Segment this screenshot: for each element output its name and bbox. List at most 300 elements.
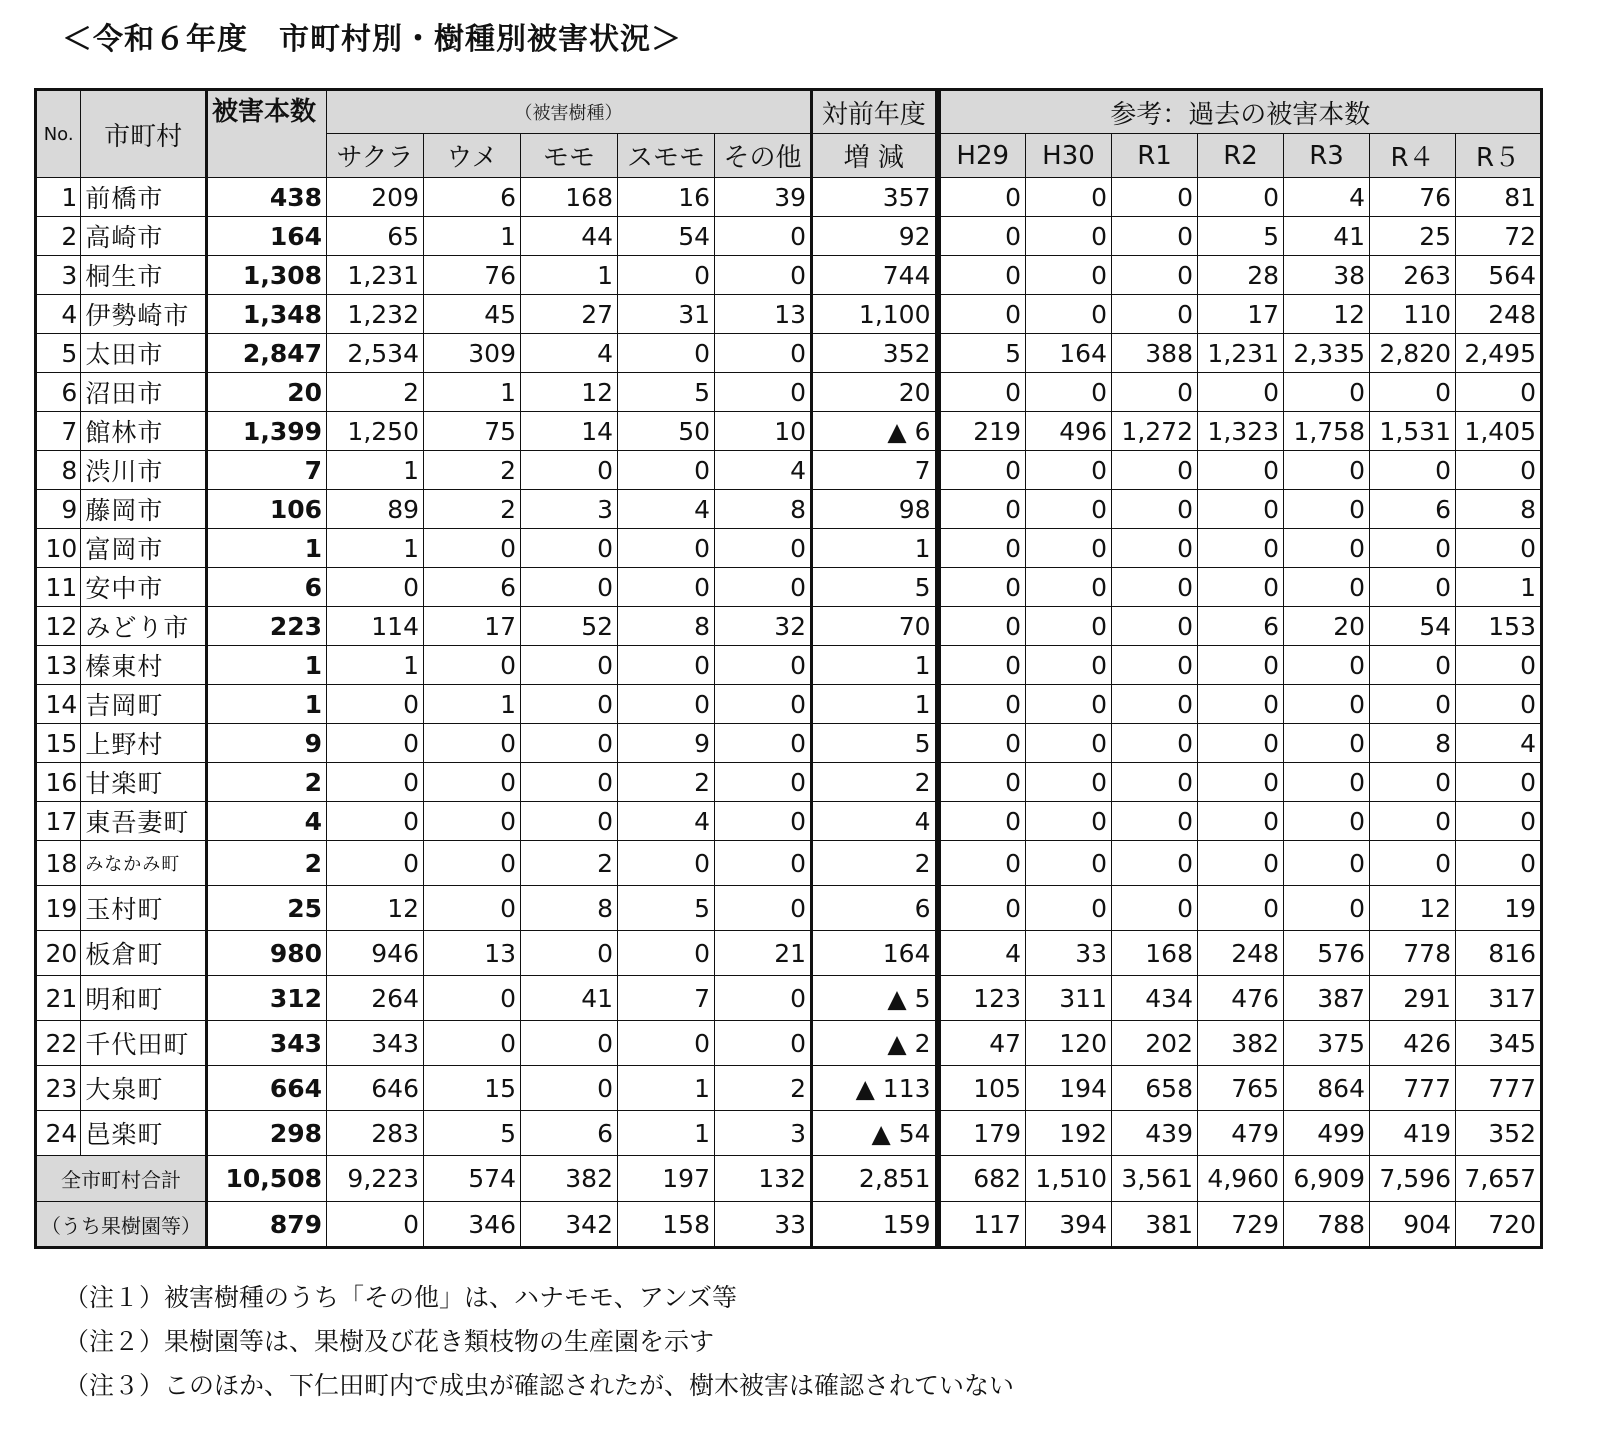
row-year-5: 0 bbox=[1370, 646, 1456, 685]
table-row bbox=[36, 763, 1542, 802]
row-year-0: 0 bbox=[938, 256, 1026, 295]
row-species-4: 39 bbox=[715, 178, 812, 217]
row-species-4: 2 bbox=[715, 1066, 812, 1111]
row-year-6: 352 bbox=[1456, 1111, 1542, 1156]
row-year-3: 0 bbox=[1198, 451, 1284, 490]
row-total: 1 bbox=[207, 646, 327, 685]
row-total: 343 bbox=[207, 1021, 327, 1066]
row-species-3: 2 bbox=[618, 763, 715, 802]
row-year-5: 6 bbox=[1370, 490, 1456, 529]
row-year-0: 0 bbox=[938, 178, 1026, 217]
summary-species-3: 197 bbox=[618, 1156, 715, 1202]
row-year-6: 0 bbox=[1456, 763, 1542, 802]
row-year-6: 153 bbox=[1456, 607, 1542, 646]
row-year-6: 8 bbox=[1456, 490, 1542, 529]
row-year-2: 0 bbox=[1112, 646, 1198, 685]
row-species-3: 0 bbox=[618, 451, 715, 490]
row-no: 21 bbox=[36, 976, 81, 1021]
row-year-3: 0 bbox=[1198, 529, 1284, 568]
row-species-4: 10 bbox=[715, 412, 812, 451]
row-species-4: 4 bbox=[715, 451, 812, 490]
row-yoy: 4 bbox=[812, 802, 938, 841]
row-year-4: 0 bbox=[1284, 529, 1370, 568]
row-species-0: 0 bbox=[327, 763, 424, 802]
row-year-2: 0 bbox=[1112, 685, 1198, 724]
row-year-6: 564 bbox=[1456, 256, 1542, 295]
row-no: 19 bbox=[36, 886, 81, 931]
row-species-2: 14 bbox=[521, 412, 618, 451]
row-species-3: 1 bbox=[618, 1066, 715, 1111]
row-no: 13 bbox=[36, 646, 81, 685]
row-species-3: 31 bbox=[618, 295, 715, 334]
row-year-2: 0 bbox=[1112, 886, 1198, 931]
row-species-1: 0 bbox=[424, 529, 521, 568]
table-row bbox=[36, 295, 1542, 334]
row-yoy: 70 bbox=[812, 607, 938, 646]
row-yoy: 92 bbox=[812, 217, 938, 256]
row-yoy: ▲ 113 bbox=[812, 1066, 938, 1111]
note-2: （注２）果樹園等は、果樹及び花き類枝物の生産園を示す bbox=[64, 1327, 715, 1356]
row-year-1: 0 bbox=[1026, 295, 1112, 334]
row-species-3: 1 bbox=[618, 1111, 715, 1156]
row-no: 14 bbox=[36, 685, 81, 724]
row-year-2: 0 bbox=[1112, 802, 1198, 841]
summary-year-3: 729 bbox=[1198, 1202, 1284, 1248]
header-reference: 参考：過去の被害本数 bbox=[938, 90, 1542, 134]
row-species-1: 0 bbox=[424, 802, 521, 841]
row-year-0: 0 bbox=[938, 217, 1026, 256]
row-year-6: 0 bbox=[1456, 841, 1542, 886]
row-species-2: 0 bbox=[521, 1021, 618, 1066]
row-year-2: 388 bbox=[1112, 334, 1198, 373]
row-no: 7 bbox=[36, 412, 81, 451]
row-species-2: 3 bbox=[521, 490, 618, 529]
header-year-5: R４ bbox=[1370, 134, 1456, 178]
row-species-0: 264 bbox=[327, 976, 424, 1021]
row-year-4: 375 bbox=[1284, 1021, 1370, 1066]
row-year-4: 0 bbox=[1284, 724, 1370, 763]
row-year-3: 1,231 bbox=[1198, 334, 1284, 373]
row-species-2: 41 bbox=[521, 976, 618, 1021]
table-row bbox=[36, 1066, 1542, 1111]
row-year-4: 0 bbox=[1284, 685, 1370, 724]
header-species-4: その他 bbox=[715, 134, 812, 178]
summary-species-0: 0 bbox=[327, 1202, 424, 1248]
row-year-6: 317 bbox=[1456, 976, 1542, 1021]
row-year-1: 120 bbox=[1026, 1021, 1112, 1066]
row-species-3: 5 bbox=[618, 373, 715, 412]
row-year-1: 311 bbox=[1026, 976, 1112, 1021]
row-year-2: 0 bbox=[1112, 529, 1198, 568]
row-species-3: 0 bbox=[618, 334, 715, 373]
row-yoy: 20 bbox=[812, 373, 938, 412]
table-row bbox=[36, 685, 1542, 724]
row-species-4: 32 bbox=[715, 607, 812, 646]
row-species-1: 13 bbox=[424, 931, 521, 976]
row-year-3: 0 bbox=[1198, 763, 1284, 802]
row-species-4: 0 bbox=[715, 841, 812, 886]
row-yoy: 352 bbox=[812, 334, 938, 373]
header-no: No. bbox=[36, 90, 81, 178]
row-no: 10 bbox=[36, 529, 81, 568]
row-no: 16 bbox=[36, 763, 81, 802]
row-year-0: 0 bbox=[938, 568, 1026, 607]
row-year-1: 0 bbox=[1026, 529, 1112, 568]
row-year-5: 12 bbox=[1370, 886, 1456, 931]
row-year-5: 0 bbox=[1370, 802, 1456, 841]
row-municipality: 藤岡市 bbox=[81, 490, 207, 529]
row-year-2: 439 bbox=[1112, 1111, 1198, 1156]
row-species-4: 0 bbox=[715, 217, 812, 256]
row-total: 1,308 bbox=[207, 256, 327, 295]
row-year-0: 0 bbox=[938, 451, 1026, 490]
row-year-5: 0 bbox=[1370, 529, 1456, 568]
row-total: 298 bbox=[207, 1111, 327, 1156]
row-total: 1 bbox=[207, 529, 327, 568]
row-year-6: 0 bbox=[1456, 685, 1542, 724]
row-species-3: 0 bbox=[618, 256, 715, 295]
row-year-4: 0 bbox=[1284, 568, 1370, 607]
row-yoy: 1 bbox=[812, 685, 938, 724]
row-year-3: 765 bbox=[1198, 1066, 1284, 1111]
summary-species-1: 346 bbox=[424, 1202, 521, 1248]
table-row bbox=[36, 1021, 1542, 1066]
row-year-6: 4 bbox=[1456, 724, 1542, 763]
row-species-0: 283 bbox=[327, 1111, 424, 1156]
summary-species-4: 132 bbox=[715, 1156, 812, 1202]
row-species-0: 1 bbox=[327, 451, 424, 490]
row-total: 25 bbox=[207, 886, 327, 931]
row-year-2: 0 bbox=[1112, 568, 1198, 607]
row-year-0: 105 bbox=[938, 1066, 1026, 1111]
summary-species-2: 342 bbox=[521, 1202, 618, 1248]
header-yoy-bottom: 増 減 bbox=[812, 134, 938, 178]
table-row bbox=[36, 646, 1542, 685]
row-year-1: 0 bbox=[1026, 568, 1112, 607]
row-year-0: 5 bbox=[938, 334, 1026, 373]
row-year-5: 2,820 bbox=[1370, 334, 1456, 373]
row-species-1: 1 bbox=[424, 685, 521, 724]
row-year-3: 476 bbox=[1198, 976, 1284, 1021]
row-yoy: 2 bbox=[812, 841, 938, 886]
row-year-2: 0 bbox=[1112, 178, 1198, 217]
row-species-0: 1 bbox=[327, 646, 424, 685]
row-yoy: 5 bbox=[812, 724, 938, 763]
row-year-0: 123 bbox=[938, 976, 1026, 1021]
row-species-2: 0 bbox=[521, 685, 618, 724]
row-year-2: 658 bbox=[1112, 1066, 1198, 1111]
row-year-2: 0 bbox=[1112, 451, 1198, 490]
header-year-6: R５ bbox=[1456, 134, 1542, 178]
table-row bbox=[36, 412, 1542, 451]
row-no: 17 bbox=[36, 802, 81, 841]
row-year-0: 0 bbox=[938, 373, 1026, 412]
row-species-1: 76 bbox=[424, 256, 521, 295]
summary-row bbox=[36, 1156, 1542, 1202]
row-year-4: 0 bbox=[1284, 886, 1370, 931]
row-total: 438 bbox=[207, 178, 327, 217]
row-species-0: 646 bbox=[327, 1066, 424, 1111]
row-yoy: 2 bbox=[812, 763, 938, 802]
row-species-1: 5 bbox=[424, 1111, 521, 1156]
row-species-3: 0 bbox=[618, 685, 715, 724]
row-year-4: 0 bbox=[1284, 646, 1370, 685]
row-year-5: 8 bbox=[1370, 724, 1456, 763]
row-year-0: 0 bbox=[938, 490, 1026, 529]
row-species-1: 17 bbox=[424, 607, 521, 646]
row-species-3: 7 bbox=[618, 976, 715, 1021]
row-municipality: 沼田市 bbox=[81, 373, 207, 412]
row-species-1: 75 bbox=[424, 412, 521, 451]
header-damage-count: 被害本数 bbox=[207, 90, 327, 178]
header-species-2: モモ bbox=[521, 134, 618, 178]
row-year-6: 1,405 bbox=[1456, 412, 1542, 451]
row-year-2: 0 bbox=[1112, 490, 1198, 529]
row-species-1: 1 bbox=[424, 217, 521, 256]
row-no: 20 bbox=[36, 931, 81, 976]
row-total: 1,399 bbox=[207, 412, 327, 451]
row-year-3: 0 bbox=[1198, 886, 1284, 931]
row-year-2: 434 bbox=[1112, 976, 1198, 1021]
summary-yoy: 2,851 bbox=[812, 1156, 938, 1202]
row-yoy: 98 bbox=[812, 490, 938, 529]
row-year-2: 0 bbox=[1112, 295, 1198, 334]
row-year-1: 164 bbox=[1026, 334, 1112, 373]
row-year-4: 0 bbox=[1284, 763, 1370, 802]
notes bbox=[64, 1276, 1014, 1408]
row-species-2: 0 bbox=[521, 1066, 618, 1111]
row-total: 7 bbox=[207, 451, 327, 490]
row-species-4: 8 bbox=[715, 490, 812, 529]
row-no: 6 bbox=[36, 373, 81, 412]
row-year-5: 0 bbox=[1370, 763, 1456, 802]
row-year-3: 0 bbox=[1198, 568, 1284, 607]
row-municipality: 吉岡町 bbox=[81, 685, 207, 724]
row-year-0: 0 bbox=[938, 802, 1026, 841]
row-yoy: 7 bbox=[812, 451, 938, 490]
row-municipality: 板倉町 bbox=[81, 931, 207, 976]
row-year-1: 192 bbox=[1026, 1111, 1112, 1156]
row-year-0: 0 bbox=[938, 763, 1026, 802]
row-species-2: 6 bbox=[521, 1111, 618, 1156]
row-municipality: 明和町 bbox=[81, 976, 207, 1021]
header-species-3: スモモ bbox=[618, 134, 715, 178]
row-species-0: 946 bbox=[327, 931, 424, 976]
row-species-2: 1 bbox=[521, 256, 618, 295]
row-species-4: 13 bbox=[715, 295, 812, 334]
row-total: 1 bbox=[207, 685, 327, 724]
row-year-0: 0 bbox=[938, 607, 1026, 646]
note-1: （注１）被害樹種のうち「その他」は、ハナモモ、アンズ等 bbox=[64, 1283, 738, 1312]
row-species-2: 2 bbox=[521, 841, 618, 886]
summary-year-0: 682 bbox=[938, 1156, 1026, 1202]
row-species-3: 4 bbox=[618, 802, 715, 841]
row-species-4: 0 bbox=[715, 802, 812, 841]
row-species-1: 1 bbox=[424, 373, 521, 412]
row-year-5: 0 bbox=[1370, 685, 1456, 724]
row-year-2: 202 bbox=[1112, 1021, 1198, 1066]
row-year-5: 263 bbox=[1370, 256, 1456, 295]
row-no: 1 bbox=[36, 178, 81, 217]
table-row bbox=[36, 451, 1542, 490]
row-species-0: 12 bbox=[327, 886, 424, 931]
summary-year-1: 394 bbox=[1026, 1202, 1112, 1248]
row-year-5: 291 bbox=[1370, 976, 1456, 1021]
row-species-2: 0 bbox=[521, 646, 618, 685]
header-yoy-top: 対前年度 bbox=[812, 90, 938, 134]
summary-total: 10,508 bbox=[207, 1156, 327, 1202]
summary-year-5: 904 bbox=[1370, 1202, 1456, 1248]
row-year-2: 0 bbox=[1112, 217, 1198, 256]
row-year-6: 19 bbox=[1456, 886, 1542, 931]
row-no: 11 bbox=[36, 568, 81, 607]
row-total: 106 bbox=[207, 490, 327, 529]
summary-species-4: 33 bbox=[715, 1202, 812, 1248]
row-municipality: 千代田町 bbox=[81, 1021, 207, 1066]
row-yoy: 5 bbox=[812, 568, 938, 607]
row-species-1: 0 bbox=[424, 1021, 521, 1066]
row-year-5: 25 bbox=[1370, 217, 1456, 256]
row-species-1: 309 bbox=[424, 334, 521, 373]
row-species-0: 65 bbox=[327, 217, 424, 256]
row-yoy: ▲ 6 bbox=[812, 412, 938, 451]
row-municipality: 大泉町 bbox=[81, 1066, 207, 1111]
header-species-0: サクラ bbox=[327, 134, 424, 178]
row-year-5: 76 bbox=[1370, 178, 1456, 217]
row-species-4: 0 bbox=[715, 646, 812, 685]
row-year-4: 0 bbox=[1284, 802, 1370, 841]
row-year-3: 0 bbox=[1198, 490, 1284, 529]
note-3: （注３）このほか、下仁田町内で成虫が確認されたが、樹木被害は確認されていない bbox=[64, 1371, 1015, 1400]
row-species-2: 52 bbox=[521, 607, 618, 646]
table-row bbox=[36, 217, 1542, 256]
row-species-0: 1 bbox=[327, 529, 424, 568]
row-species-3: 0 bbox=[618, 1021, 715, 1066]
row-year-0: 0 bbox=[938, 724, 1026, 763]
row-year-6: 2,495 bbox=[1456, 334, 1542, 373]
row-year-0: 0 bbox=[938, 685, 1026, 724]
row-year-6: 0 bbox=[1456, 373, 1542, 412]
row-municipality: 東吾妻町 bbox=[81, 802, 207, 841]
row-year-1: 33 bbox=[1026, 931, 1112, 976]
row-municipality: 太田市 bbox=[81, 334, 207, 373]
row-year-0: 0 bbox=[938, 295, 1026, 334]
row-species-2: 0 bbox=[521, 763, 618, 802]
row-species-2: 12 bbox=[521, 373, 618, 412]
row-year-1: 0 bbox=[1026, 886, 1112, 931]
row-no: 5 bbox=[36, 334, 81, 373]
table-row bbox=[36, 256, 1542, 295]
row-total: 4 bbox=[207, 802, 327, 841]
row-no: 12 bbox=[36, 607, 81, 646]
row-species-2: 0 bbox=[521, 451, 618, 490]
table-row bbox=[36, 373, 1542, 412]
row-species-4: 0 bbox=[715, 685, 812, 724]
summary-year-3: 4,960 bbox=[1198, 1156, 1284, 1202]
table-row bbox=[36, 724, 1542, 763]
summary-species-3: 158 bbox=[618, 1202, 715, 1248]
row-year-1: 0 bbox=[1026, 685, 1112, 724]
page-title: ＜令和６年度 市町村別・樹種別被害状況＞ bbox=[62, 22, 682, 57]
row-species-3: 54 bbox=[618, 217, 715, 256]
row-year-1: 496 bbox=[1026, 412, 1112, 451]
row-year-4: 41 bbox=[1284, 217, 1370, 256]
row-year-6: 777 bbox=[1456, 1066, 1542, 1111]
row-year-5: 778 bbox=[1370, 931, 1456, 976]
row-species-4: 0 bbox=[715, 763, 812, 802]
row-year-1: 0 bbox=[1026, 607, 1112, 646]
row-species-0: 1,231 bbox=[327, 256, 424, 295]
row-species-0: 0 bbox=[327, 724, 424, 763]
summary-year-6: 7,657 bbox=[1456, 1156, 1542, 1202]
damage-table bbox=[34, 88, 1543, 1249]
summary-label: 全市町村合計 bbox=[36, 1156, 207, 1202]
row-year-6: 816 bbox=[1456, 931, 1542, 976]
summary-year-1: 1,510 bbox=[1026, 1156, 1112, 1202]
row-year-2: 1,272 bbox=[1112, 412, 1198, 451]
row-year-5: 0 bbox=[1370, 451, 1456, 490]
row-species-1: 0 bbox=[424, 841, 521, 886]
row-species-0: 89 bbox=[327, 490, 424, 529]
table-row bbox=[36, 334, 1542, 373]
row-species-3: 0 bbox=[618, 931, 715, 976]
row-year-2: 0 bbox=[1112, 763, 1198, 802]
row-species-4: 0 bbox=[715, 568, 812, 607]
table-row bbox=[36, 976, 1542, 1021]
row-species-2: 8 bbox=[521, 886, 618, 931]
row-species-0: 1,250 bbox=[327, 412, 424, 451]
header-year-3: R2 bbox=[1198, 134, 1284, 178]
row-no: 9 bbox=[36, 490, 81, 529]
row-species-3: 5 bbox=[618, 886, 715, 931]
row-year-3: 0 bbox=[1198, 685, 1284, 724]
row-year-0: 0 bbox=[938, 841, 1026, 886]
row-municipality: 榛東村 bbox=[81, 646, 207, 685]
row-species-0: 0 bbox=[327, 568, 424, 607]
table-row bbox=[36, 529, 1542, 568]
row-year-5: 419 bbox=[1370, 1111, 1456, 1156]
row-year-0: 179 bbox=[938, 1111, 1026, 1156]
row-species-3: 0 bbox=[618, 646, 715, 685]
row-municipality: 上野村 bbox=[81, 724, 207, 763]
row-no: 18 bbox=[36, 841, 81, 886]
row-no: 24 bbox=[36, 1111, 81, 1156]
row-total: 2,847 bbox=[207, 334, 327, 373]
row-municipality: 伊勢崎市 bbox=[81, 295, 207, 334]
header-year-1: H30 bbox=[1026, 134, 1112, 178]
row-species-1: 0 bbox=[424, 724, 521, 763]
row-year-1: 0 bbox=[1026, 802, 1112, 841]
row-year-2: 0 bbox=[1112, 256, 1198, 295]
row-year-0: 47 bbox=[938, 1021, 1026, 1066]
row-year-4: 499 bbox=[1284, 1111, 1370, 1156]
row-year-4: 20 bbox=[1284, 607, 1370, 646]
row-species-4: 21 bbox=[715, 931, 812, 976]
row-year-1: 0 bbox=[1026, 724, 1112, 763]
row-species-1: 2 bbox=[424, 490, 521, 529]
row-species-4: 0 bbox=[715, 256, 812, 295]
row-year-0: 0 bbox=[938, 646, 1026, 685]
row-year-3: 28 bbox=[1198, 256, 1284, 295]
row-species-4: 0 bbox=[715, 529, 812, 568]
row-municipality: 邑楽町 bbox=[81, 1111, 207, 1156]
row-species-0: 343 bbox=[327, 1021, 424, 1066]
row-species-4: 0 bbox=[715, 976, 812, 1021]
row-no: 23 bbox=[36, 1066, 81, 1111]
row-year-6: 0 bbox=[1456, 529, 1542, 568]
table-row bbox=[36, 568, 1542, 607]
row-year-1: 0 bbox=[1026, 490, 1112, 529]
